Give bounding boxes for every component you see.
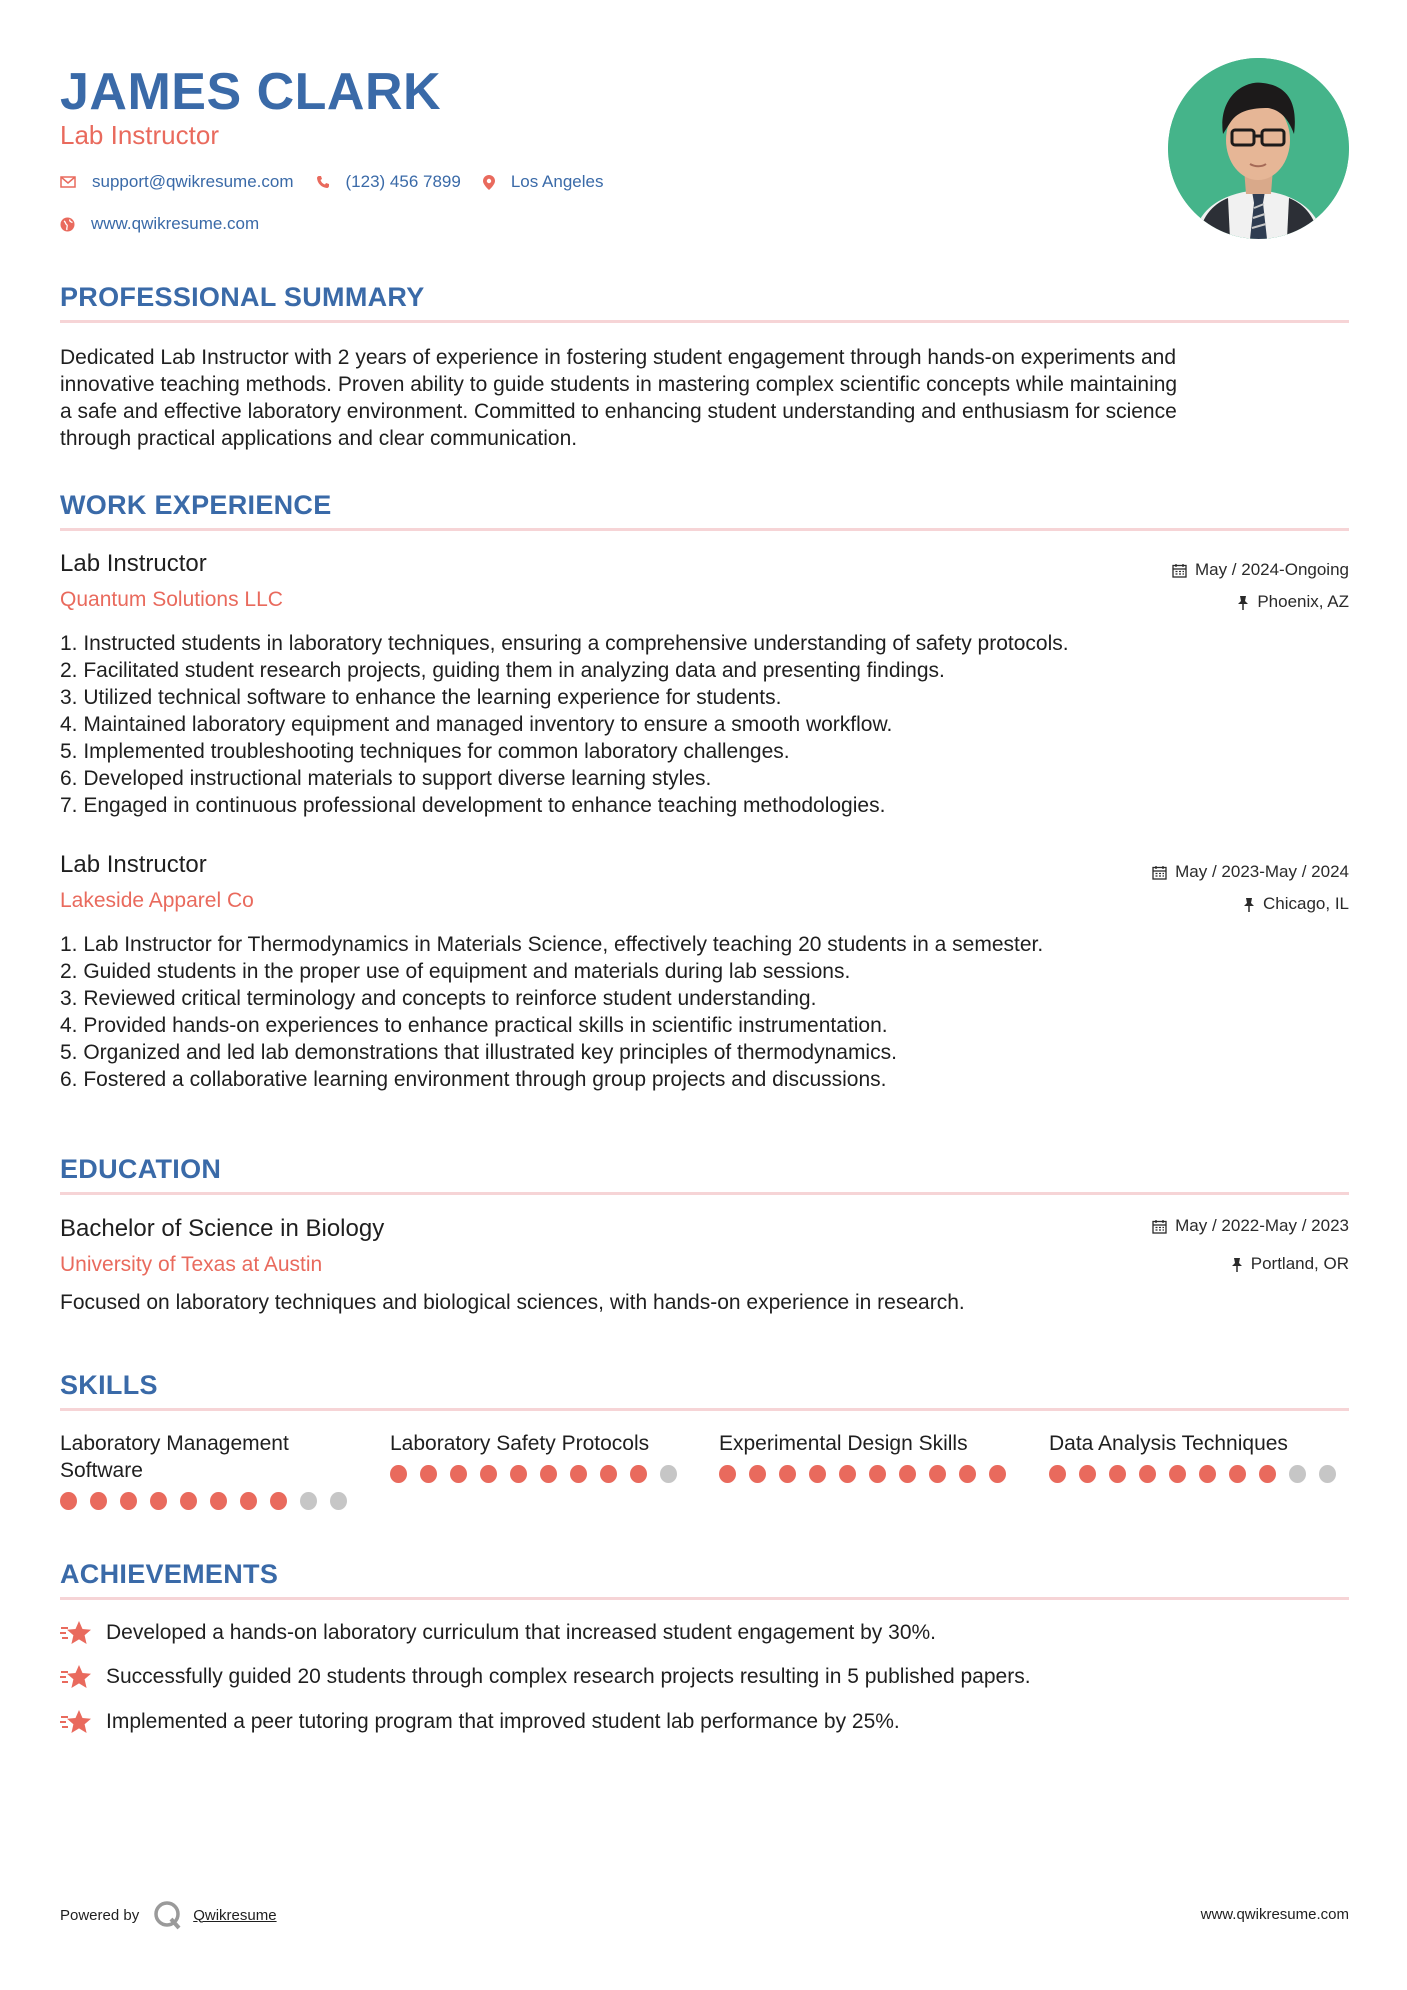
website-text[interactable]: www.qwikresume.com: [91, 214, 260, 233]
location-contact: [483, 172, 604, 192]
achievement-item: [60, 1664, 1031, 1690]
job-date: [1152, 862, 1349, 882]
calendar-icon: [1172, 563, 1187, 578]
skill-rating: [60, 1492, 360, 1510]
degree-title: Bachelor of Science in Biology: [60, 1215, 385, 1242]
calendar-icon: [1152, 1219, 1167, 1234]
rating-dot-filled: [510, 1465, 527, 1483]
achievements-divider: [60, 1597, 1349, 1600]
rating-dot-filled: [1229, 1465, 1246, 1483]
education-description: Focused on laboratory techniques and biological sciences, with hands-on experience in research.: [60, 1291, 965, 1314]
summary-line: a safe and effective laboratory environment. Committed to enhancing student understanding and enthusiasm for science: [60, 400, 1177, 423]
rating-dot-filled: [719, 1465, 736, 1483]
job-location: [1243, 894, 1349, 914]
rating-dot-filled: [869, 1465, 886, 1483]
job-date-text: May / 2024-Ongoing: [1194, 560, 1349, 579]
job-title: Lab Instructor: [60, 550, 207, 577]
rating-dot-filled: [480, 1465, 497, 1483]
rating-dot-filled: [120, 1492, 137, 1510]
list-item: 6. Fostered a collaborative learning environment through group projects and discussions.: [60, 1068, 887, 1091]
job-title: Lab Instructor: [60, 851, 207, 878]
star-icon: [60, 1620, 92, 1646]
summary-line: Dedicated Lab Instructor with 2 years of experience in fostering student engagement through hands-on experiments and: [60, 346, 1177, 369]
rating-dot-filled: [1169, 1465, 1186, 1483]
achievement-text: Developed a hands-on laboratory curriculum that increased student engagement by 30%.: [106, 1621, 937, 1644]
education-date-text: May / 2022-May / 2023: [1175, 1216, 1349, 1235]
rating-dot-filled: [1109, 1465, 1126, 1483]
pushpin-icon: [1237, 595, 1249, 610]
rating-dot-filled: [959, 1465, 976, 1483]
experience-heading: WORK EXPERIENCE: [60, 490, 332, 520]
education-location: [1231, 1254, 1349, 1274]
school-name: University of Texas at Austin: [60, 1253, 323, 1276]
skill-name-line: Laboratory Management: [60, 1432, 289, 1455]
website-row: [60, 214, 281, 234]
summary-line: through practical applications and clear communication.: [60, 427, 578, 450]
achievement-item: [60, 1620, 936, 1646]
email-contact[interactable]: [60, 172, 294, 192]
location-text: Los Angeles: [510, 172, 604, 191]
list-item: 5. Organized and led lab demonstrations that illustrated key principles of thermodynamics.: [60, 1041, 897, 1064]
rating-dot-filled: [779, 1465, 796, 1483]
rating-dot-filled: [450, 1465, 467, 1483]
rating-dot-filled: [540, 1465, 557, 1483]
footer-website[interactable]: www.qwikresume.com: [1200, 1906, 1349, 1923]
candidate-role: Lab Instructor: [60, 120, 219, 150]
rating-dot-filled: [899, 1465, 916, 1483]
rating-dot-filled: [390, 1465, 407, 1483]
achievement-text: Successfully guided 20 students through complex research projects resulting in 5 published papers.: [106, 1665, 1031, 1688]
rating-dot-filled: [210, 1492, 227, 1510]
rating-dot-filled: [809, 1465, 826, 1483]
skill-item: [390, 1430, 690, 1483]
job-location: [1237, 592, 1349, 612]
education-location-text: Portland, OR: [1250, 1254, 1349, 1273]
avatar-illustration: [1168, 58, 1349, 239]
rating-dot-filled: [180, 1492, 197, 1510]
resume-page: [60, 0, 1349, 1990]
phone-contact[interactable]: [316, 172, 461, 192]
skill-rating: [390, 1465, 690, 1483]
skill-name: [1049, 1430, 1349, 1457]
list-item: 3. Utilized technical software to enhance the learning experience for students.: [60, 686, 782, 709]
contact-row: [60, 172, 625, 192]
achievement-item: [60, 1709, 900, 1735]
globe-icon: [60, 217, 75, 232]
skill-rating: [719, 1465, 1019, 1483]
skill-name: [719, 1430, 1019, 1457]
rating-dot-empty: [300, 1492, 317, 1510]
summary-text: [60, 344, 1349, 452]
job-bullets: [60, 931, 1349, 1093]
rating-dot-filled: [749, 1465, 766, 1483]
rating-dot-filled: [60, 1492, 77, 1510]
rating-dot-filled: [240, 1492, 257, 1510]
job-location-text: Chicago, IL: [1263, 894, 1349, 913]
candidate-name: JAMES CLARK: [60, 63, 442, 121]
rating-dot-filled: [600, 1465, 617, 1483]
star-icon: [60, 1664, 92, 1690]
rating-dot-empty: [1319, 1465, 1336, 1483]
rating-dot-filled: [270, 1492, 287, 1510]
calendar-icon: [1152, 865, 1167, 880]
skill-name-line: Laboratory Safety Protocols: [390, 1432, 650, 1455]
company-name: Quantum Solutions LLC: [60, 588, 283, 611]
pushpin-icon: [1231, 1257, 1243, 1272]
rating-dot-filled: [989, 1465, 1006, 1483]
list-item: 3. Reviewed critical terminology and concepts to reinforce student understanding.: [60, 987, 817, 1010]
rating-dot-filled: [630, 1465, 647, 1483]
rating-dot-empty: [330, 1492, 347, 1510]
list-item: 1. Lab Instructor for Thermodynamics in Materials Science, effectively teaching 20 students in a semester.: [60, 933, 1044, 956]
skill-name-line: Data Analysis Techniques: [1049, 1432, 1288, 1455]
email-icon: [60, 176, 76, 188]
education-divider: [60, 1192, 1349, 1195]
profile-photo: [1168, 58, 1349, 239]
skills-heading: SKILLS: [60, 1370, 158, 1400]
list-item: 4. Maintained laboratory equipment and managed inventory to ensure a smooth workflow.: [60, 713, 893, 736]
list-item: 1. Instructed students in laboratory techniques, ensuring a comprehensive understanding of safety protocols.: [60, 632, 1069, 655]
summary-divider: [60, 320, 1349, 323]
map-pin-icon: [483, 175, 495, 190]
achievement-text: Implemented a peer tutoring program that improved student lab performance by 25%.: [106, 1710, 900, 1733]
rating-dot-empty: [660, 1465, 677, 1483]
qwikresume-logo-icon: [153, 1900, 183, 1930]
rating-dot-empty: [1289, 1465, 1306, 1483]
pushpin-icon: [1243, 897, 1255, 912]
phone-text[interactable]: (123) 456 7899: [345, 172, 461, 191]
list-item: 5. Implemented troubleshooting techniques for common laboratory challenges.: [60, 740, 790, 763]
rating-dot-filled: [570, 1465, 587, 1483]
rating-dot-filled: [420, 1465, 437, 1483]
job-location-text: Phoenix, AZ: [1257, 592, 1349, 611]
skill-name: [390, 1430, 690, 1457]
skill-item: [1049, 1430, 1349, 1483]
experience-divider: [60, 528, 1349, 531]
education-date: [1152, 1216, 1349, 1236]
qwikresume-link[interactable]: Qwikresume: [193, 1906, 277, 1924]
job-date-text: May / 2023-May / 2024: [1175, 862, 1349, 881]
achievements-heading: ACHIEVEMENTS: [60, 1559, 279, 1589]
company-name: Lakeside Apparel Co: [60, 889, 254, 912]
skills-divider: [60, 1408, 1349, 1411]
email-text[interactable]: support@qwikresume.com: [92, 172, 294, 191]
website-contact[interactable]: [60, 214, 259, 234]
job-date: [1172, 560, 1349, 580]
rating-dot-filled: [929, 1465, 946, 1483]
rating-dot-filled: [839, 1465, 856, 1483]
rating-dot-filled: [1049, 1465, 1066, 1483]
list-item: 6. Developed instructional materials to support diverse learning styles.: [60, 767, 712, 790]
rating-dot-filled: [1079, 1465, 1096, 1483]
rating-dot-filled: [1259, 1465, 1276, 1483]
phone-icon: [316, 175, 330, 189]
skill-item: [719, 1430, 1019, 1483]
education-heading: EDUCATION: [60, 1154, 222, 1184]
star-icon: [60, 1709, 92, 1735]
skill-name-line: Software: [60, 1459, 143, 1482]
list-item: 2. Guided students in the proper use of equipment and materials during lab sessions.: [60, 960, 851, 983]
list-item: 7. Engaged in continuous professional development to enhance teaching methodologies.: [60, 794, 886, 817]
summary-heading: PROFESSIONAL SUMMARY: [60, 282, 425, 312]
summary-line: innovative teaching methods. Proven ability to guide students in mastering complex scientific concepts while maintaining: [60, 373, 1178, 396]
rating-dot-filled: [150, 1492, 167, 1510]
rating-dot-filled: [90, 1492, 107, 1510]
rating-dot-filled: [1139, 1465, 1156, 1483]
rating-dot-filled: [1199, 1465, 1216, 1483]
powered-by-label: Powered by: [60, 1906, 140, 1924]
skill-name-line: Experimental Design Skills: [719, 1432, 968, 1455]
skill-rating: [1049, 1465, 1349, 1483]
footer-powered-by: [60, 1900, 277, 1930]
skill-item: [60, 1430, 360, 1510]
skill-name: [60, 1430, 360, 1484]
job-bullets: [60, 630, 1349, 819]
list-item: 2. Facilitated student research projects, guiding them in analyzing data and presenting findings.: [60, 659, 945, 682]
list-item: 4. Provided hands-on experiences to enhance practical skills in scientific instrumentation.: [60, 1014, 888, 1037]
